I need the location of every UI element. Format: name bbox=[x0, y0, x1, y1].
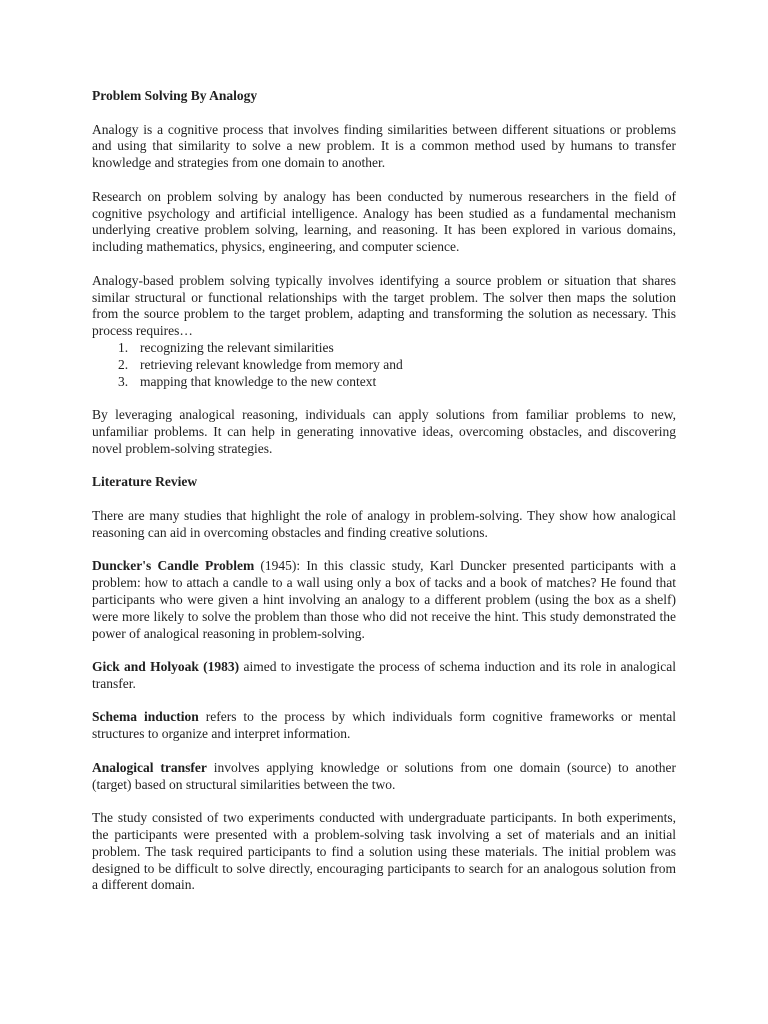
paragraph-rest-gick: aimed to investigate the process of schema induction and its role in analogical transfer. bbox=[92, 659, 676, 691]
paragraph-study: The study consisted of two experiments conducted with undergraduate participants. In both experiments, the participants were presented with a problem-solving task involving a set of materials and an initial problem. The task required participants to find a solution using these materials. The initial problem was designed to be difficult to solve directly, encouraging participants to search for an analogous solution from a different domain. bbox=[92, 810, 676, 893]
paragraph-studies: There are many studies that highlight the role of analogy in problem-solving. They show how analogical reasoning can aid in overcoming obstacles and finding creative solutions. bbox=[92, 507, 676, 540]
paragraph-process-block bbox=[92, 273, 676, 391]
paragraph-lead-schema: Schema induction bbox=[92, 709, 199, 725]
paragraph-process: Analogy-based problem solving typically involves identifying a source problem or situation that shares similar structural or functional relationships with the target problem. The solver then maps the solution from the source problem to the target problem, adapting and transforming the solution as necessary. This process requires… bbox=[92, 272, 676, 339]
paragraph-lead-transfer: Analogical transfer bbox=[92, 759, 207, 775]
list-item-text: mapping that knowledge to the new context bbox=[140, 373, 377, 389]
paragraph-leverage: By leveraging analogical reasoning, individuals can apply solutions from familiar problems to new, unfamiliar problems. It can help in generating innovative ideas, overcoming obstacles, and discovering novel problem-solving strategies. bbox=[92, 407, 676, 456]
list-item-number: 2. bbox=[118, 356, 129, 372]
paragraph-gick bbox=[92, 659, 676, 693]
list-item-number: 3. bbox=[118, 373, 129, 389]
paragraph-rest-transfer: involves applying knowledge or solutions from one domain (source) to another (target) based on structural similarities between the two. bbox=[92, 759, 676, 792]
paragraph-rest-schema: refers to the process by which individuals form cognitive frameworks or mental structures to organize and interpret information. bbox=[92, 709, 676, 742]
paragraph-intro: Analogy is a cognitive process that involves finding similarities between different situations or problems and using that similarity to solve a new problem. It is a common method used by humans to transfer knowledge and strategies from one domain to another. bbox=[92, 121, 676, 171]
section-heading-literature-review: Literature Review bbox=[92, 474, 198, 490]
paragraph-transfer bbox=[92, 760, 676, 794]
list-item bbox=[92, 357, 676, 374]
document-title: Problem Solving By Analogy bbox=[92, 88, 258, 103]
paragraph-duncker bbox=[92, 558, 676, 642]
document-body bbox=[92, 88, 676, 911]
paragraph-research: Research on problem solving by analogy has been conducted by numerous researchers in the field of cognitive psychology and artificial intelligence. Analogy has been studied as a fundamental mechanism underlying creative problem solving, learning, and reasoning. It has been explored in various domains, including mathematics, physics, engineering, and computer science. bbox=[92, 188, 676, 255]
list-item-text: recognizing the relevant similarities bbox=[140, 339, 334, 355]
ordered-list bbox=[92, 340, 676, 390]
paragraph-lead-duncker: Duncker's Candle Problem bbox=[92, 558, 255, 574]
paragraph-lead-gick: Gick and Holyoak (1983) bbox=[92, 659, 240, 675]
paragraph-schema bbox=[92, 709, 676, 743]
list-item-number: 1. bbox=[118, 339, 129, 355]
list-item bbox=[92, 374, 676, 391]
list-item bbox=[92, 340, 676, 357]
paragraph-rest-duncker: (1945): In this classic study, Karl Duncker presented participants with a problem: how to attach a candle to a wall using only a box of tacks and a book of matches? He found that participants who were given a hint involving an analogy to a different problem (using the box as a shelf) were more likely to solve the problem than those who did not receive the hint. This study demonstrated the power of analogical reasoning in problem-solving. bbox=[92, 558, 676, 641]
list-item-text: retrieving relevant knowledge from memory and bbox=[140, 356, 403, 372]
